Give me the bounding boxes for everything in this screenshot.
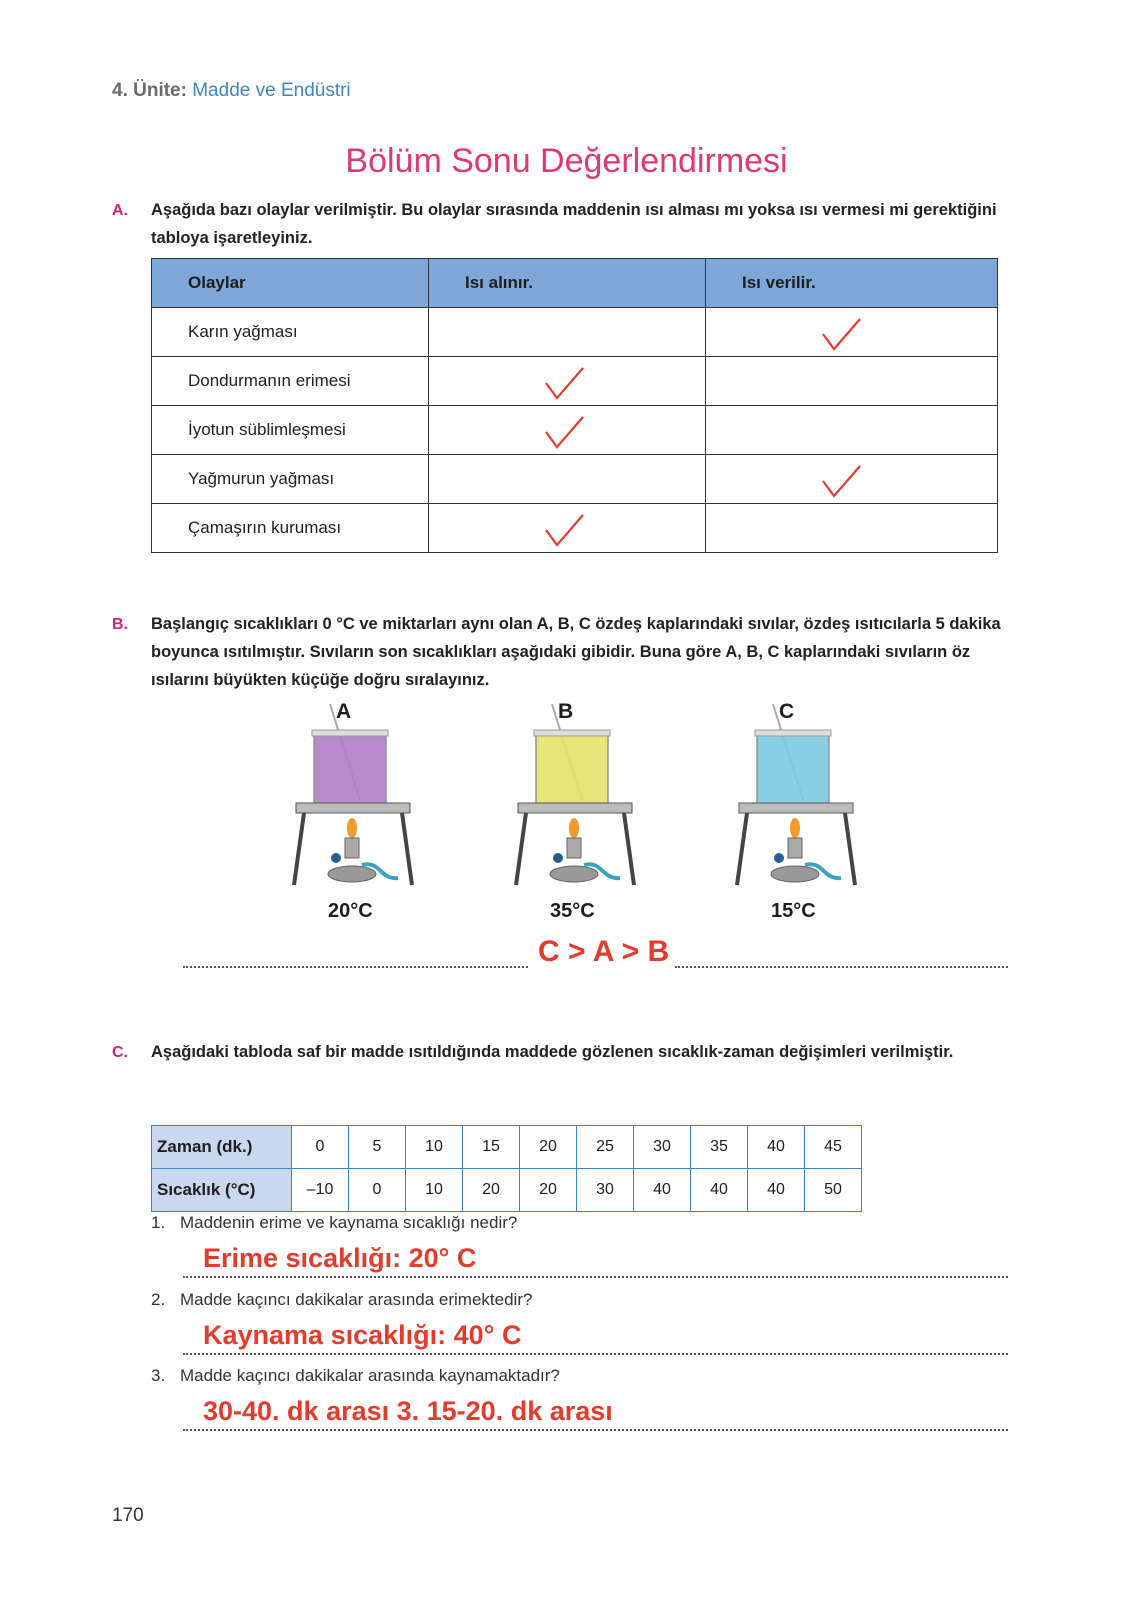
col-header-absorbs: Isı alınır. <box>429 259 706 308</box>
question-answer: 30-40. dk arası 3. 15-20. dk arası <box>203 1396 613 1426</box>
beaker-heater-illustration <box>512 700 642 890</box>
temperature-cell: 20 <box>520 1169 577 1212</box>
beaker-setup-a <box>290 700 420 940</box>
time-cell: 15 <box>463 1126 520 1169</box>
releases-cell[interactable] <box>706 455 998 504</box>
time-cell: 0 <box>292 1126 349 1169</box>
absorbs-cell[interactable] <box>429 308 706 357</box>
checkmark-icon <box>820 316 862 352</box>
answer-line-left <box>183 966 528 968</box>
time-cell: 30 <box>634 1126 691 1169</box>
row-label-time: Zaman (dk.) <box>152 1126 292 1169</box>
question-text: Maddenin erime ve kaynama sıcaklığı nedir? <box>180 1213 518 1232</box>
table-row <box>152 504 998 553</box>
checkmark-icon <box>543 512 585 548</box>
checkmark-icon <box>543 414 585 450</box>
unit-prefix: 4. Ünite: <box>112 80 187 101</box>
temperature-cell: 10 <box>406 1169 463 1212</box>
absorbs-cell[interactable] <box>429 504 706 553</box>
section-c-text: Aşağıdaki tabloda saf bir madde ısıtıldığında maddede gözlenen sıcaklık-zaman değişimleri verilmiştir. <box>151 1043 954 1061</box>
beaker-setup-b <box>512 700 642 940</box>
checkmark-icon <box>820 463 862 499</box>
events-table <box>151 258 998 553</box>
section-b-letter: B. <box>112 616 128 633</box>
absorbs-cell[interactable] <box>429 406 706 455</box>
section-a-text: Aşağıda bazı olaylar verilmiştir. Bu olaylar sırasında maddenin ısı alması mı yoksa ısı vermesi mi gerektiğini tabloya işaretleyiniz. <box>151 201 997 247</box>
question-text: Madde kaçıncı dakikalar arasında erimektedir? <box>180 1290 533 1309</box>
answer-line[interactable] <box>183 1276 1008 1278</box>
col-header-events: Olaylar <box>152 259 429 308</box>
question-number: 1. <box>151 1213 166 1232</box>
beaker-temperature: 15°C <box>771 900 816 922</box>
beaker-temperature: 20°C <box>328 900 373 922</box>
time-cell: 35 <box>691 1126 748 1169</box>
answer-line-right <box>675 966 1008 968</box>
time-cell: 45 <box>805 1126 862 1169</box>
beaker-temperature: 35°C <box>550 900 595 922</box>
temperature-cell: 40 <box>748 1169 805 1212</box>
beaker-label: C <box>779 700 795 723</box>
answer-line[interactable] <box>183 1353 1008 1355</box>
event-name: Yağmurun yağması <box>152 455 429 504</box>
question-number: 2. <box>151 1290 166 1309</box>
releases-cell[interactable] <box>706 406 998 455</box>
section-b-text: Başlangıç sıcaklıkları 0 °C ve miktarları aynı olan A, B, C özdeş kaplarındaki sıvılar, özdeş ısıtıcılarla 5 dakika boyunca ısıtılmıştır. Sıvıların son sıcaklıkları aşağıdaki gibidir. Buna göre A, B, C kaplarındaki sıvıların öz ısılarını büyükten küçüğe doğru sıralayınız. <box>151 615 1001 689</box>
time-cell: 5 <box>349 1126 406 1169</box>
section-b-answer: C > A > B <box>538 935 670 968</box>
time-cell: 25 <box>577 1126 634 1169</box>
time-cell: 20 <box>520 1126 577 1169</box>
beaker-heater-illustration <box>290 700 420 890</box>
releases-cell[interactable] <box>706 357 998 406</box>
unit-name: Madde ve Endüstri <box>192 80 351 101</box>
releases-cell[interactable] <box>706 504 998 553</box>
releases-cell[interactable] <box>706 308 998 357</box>
temperature-cell: 0 <box>349 1169 406 1212</box>
page-number: 170 <box>112 1505 144 1526</box>
temperature-cell: 40 <box>691 1169 748 1212</box>
checkmark-icon <box>543 365 585 401</box>
temperature-cell: 20 <box>463 1169 520 1212</box>
temperature-cell: 30 <box>577 1169 634 1212</box>
temperature-cell: 50 <box>805 1169 862 1212</box>
beaker-heater-illustration <box>733 700 863 890</box>
table-row <box>152 308 998 357</box>
table-row <box>152 357 998 406</box>
temperature-cell: 40 <box>634 1169 691 1212</box>
temperature-cell: –10 <box>292 1169 349 1212</box>
time-cell: 10 <box>406 1126 463 1169</box>
question-text: Madde kaçıncı dakikalar arasında kaynamaktadır? <box>180 1366 560 1385</box>
event-name: Dondurmanın erimesi <box>152 357 429 406</box>
absorbs-cell[interactable] <box>429 357 706 406</box>
time-cell: 40 <box>748 1126 805 1169</box>
event-name: Karın yağması <box>152 308 429 357</box>
absorbs-cell[interactable] <box>429 455 706 504</box>
section-c-letter: C. <box>112 1044 128 1061</box>
beaker-label: A <box>336 700 352 723</box>
table-row <box>152 455 998 504</box>
col-header-releases: Isı verilir. <box>706 259 998 308</box>
beaker-label: B <box>558 700 574 723</box>
section-a-letter: A. <box>112 202 128 219</box>
beaker-setup-c <box>733 700 863 940</box>
table-row <box>152 406 998 455</box>
temperature-time-table <box>151 1125 862 1212</box>
event-name: Çamaşırın kuruması <box>152 504 429 553</box>
question-answer: Kaynama sıcaklığı: 40° C <box>203 1320 522 1350</box>
row-label-temperature: Sıcaklık (°C) <box>152 1169 292 1212</box>
event-name: İyotun süblimleşmesi <box>152 406 429 455</box>
answer-line[interactable] <box>183 1429 1008 1431</box>
question-number: 3. <box>151 1366 166 1385</box>
question-answer: Erime sıcaklığı: 20° C <box>203 1243 477 1273</box>
page-title: Bölüm Sonu Değerlendirmesi <box>345 142 788 180</box>
unit-header <box>112 80 351 102</box>
